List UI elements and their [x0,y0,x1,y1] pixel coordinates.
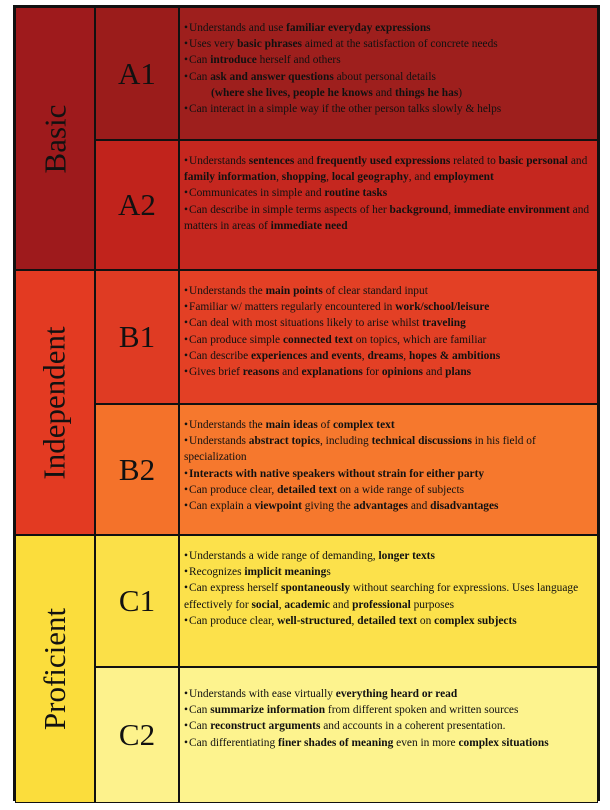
descriptor-item [184,735,591,751]
descriptor-emphasis: background [389,203,449,216]
descriptor-text: Communicates in simple and [189,187,325,200]
descriptor-text: Can [189,704,211,717]
level-a1-description [179,7,598,140]
descriptor-item [184,702,591,718]
descriptor-emphasis: main points [265,285,323,297]
level-code: C2 [118,717,156,752]
descriptor-emphasis: reconstruct arguments [210,720,321,733]
descriptor-item [184,548,591,564]
descriptor-text: ) [458,86,463,99]
descriptor-emphasis: well-structured [277,614,352,627]
group-proficient [15,535,95,803]
descriptor-text: even in more [393,736,459,749]
level-code: B2 [118,451,156,487]
descriptor-emphasis: immediate need [270,219,348,232]
level-a2 [95,140,179,270]
descriptor-text: on a wide range of subjects [336,483,465,496]
level-c2-description [179,667,598,803]
descriptor-text: , [361,349,368,362]
descriptor-text: Can explain a [189,500,255,513]
descriptor-text: and [329,598,353,611]
descriptor-emphasis: main ideas [265,419,318,431]
level-code: A2 [118,187,156,222]
descriptor-text: Can [189,70,211,83]
level-c1-description [179,535,598,667]
descriptor-text: Can [189,720,211,733]
descriptor-emphasis: basic personal [498,155,568,167]
descriptor-emphasis: things he has [394,86,459,99]
descriptor-text: Can produce simple [189,333,283,346]
descriptor-text: Can produce clear, [189,614,278,627]
descriptor-emphasis: basic phrases [237,38,302,51]
descriptor-text: of [317,419,333,431]
descriptor-item [184,686,591,702]
descriptor-item [184,85,591,101]
descriptor-text: giving the [301,500,354,513]
level-a1 [95,7,179,140]
descriptor-emphasis: employment [433,171,494,184]
descriptor-text: herself and others [256,54,341,67]
descriptor-list [184,686,591,751]
descriptor-text: , [403,349,409,362]
group-independent [15,270,95,535]
descriptor-item [184,52,591,68]
descriptor-emphasis: detailed text [357,614,418,627]
level-c2 [95,667,179,803]
descriptor-item [184,69,591,85]
descriptor-emphasis: abstract topics [248,435,320,448]
descriptor-item [184,718,591,734]
group-basic [15,7,95,270]
descriptor-text: Understands the [189,419,266,431]
descriptor-emphasis: opinions [381,366,423,379]
descriptor-item [184,101,591,117]
descriptor-item [184,20,591,36]
descriptor-text: , [276,171,282,184]
descriptor-text: s [326,566,331,579]
descriptor-text: in his field of specialization [184,435,536,464]
descriptor-text: Understands [189,155,249,167]
descriptor-emphasis: Interacts with native speakers without strain for either party [189,467,485,480]
descriptor-text: Uses very [189,38,238,51]
cefr-levels-table [13,5,600,801]
descriptor-text: Can describe in simple terms aspects of her [189,203,390,216]
descriptor-emphasis: complex subjects [434,614,517,627]
descriptor-text: Understands [189,435,249,448]
descriptor-emphasis: frequently used expressions [316,155,451,167]
descriptor-text: and accounts in a coherent presentation. [320,720,506,733]
level-b2-description [179,404,598,535]
group-label: Independent [37,325,72,480]
descriptor-emphasis: reasons [242,366,280,379]
descriptor-item [184,613,591,629]
level-code: A1 [118,55,156,91]
descriptor-item [184,364,591,380]
descriptor-item [184,153,591,185]
descriptor-emphasis: plans [445,366,472,379]
descriptor-item [184,299,591,315]
descriptor-text: Can deal with most situations likely to arise whilst [189,317,423,330]
descriptor-emphasis: spontaneously [281,582,351,595]
descriptor-emphasis: academic [284,598,330,611]
descriptor-text: and [279,366,302,379]
descriptor-text: Familiar w/ matters regularly encountered in [189,301,396,314]
descriptor-text: , [351,614,358,627]
descriptor-text: Can describe [189,349,251,362]
descriptor-item [184,315,591,331]
descriptor-emphasis: shopping [281,171,327,184]
descriptor-list [184,283,591,380]
descriptor-emphasis: introduce [210,54,257,67]
level-b1-description [179,270,598,404]
descriptor-text: and [407,500,431,513]
descriptor-text: , [278,598,285,611]
descriptor-emphasis: complex situations [458,736,549,749]
descriptor-text: Can [189,54,211,67]
descriptor-emphasis: disadvantages [430,500,499,513]
descriptor-item [184,433,591,465]
descriptor-text: and [294,155,317,167]
descriptor-text: and [567,155,588,167]
descriptor-emphasis: technical discussions [371,435,472,448]
descriptor-text: Can produce clear, [189,483,278,496]
descriptor-text: and [372,86,395,99]
descriptor-text: Recognizes [189,566,245,579]
descriptor-item [184,283,591,299]
descriptor-emphasis: connected text [282,333,353,346]
descriptor-text: Understands and use [189,22,287,34]
descriptor-item [184,466,591,482]
descriptor-text: about personal details [333,70,436,83]
level-code: C1 [118,583,156,618]
descriptor-list [184,548,591,629]
descriptor-list [184,417,591,514]
descriptor-item [184,580,591,612]
level-a2-description [179,140,598,270]
descriptor-emphasis: experiences and events [251,349,362,362]
descriptor-text: related to [450,155,499,167]
descriptor-item [184,332,591,348]
descriptor-emphasis: detailed text [277,483,337,496]
descriptor-text: purposes [410,598,455,611]
descriptor-emphasis: finer shades of meaning [278,736,394,749]
descriptor-text: , including [319,435,372,448]
descriptor-text: Can express herself [189,582,282,595]
descriptor-item [184,498,591,514]
descriptor-emphasis: sentences [248,155,295,167]
group-label: Basic [37,104,72,173]
descriptor-emphasis: local geography [331,171,409,184]
descriptor-list [184,153,591,234]
descriptor-emphasis: dreams [367,349,404,362]
descriptor-emphasis: everything heard or read [335,688,458,700]
descriptor-text: of clear standard input [322,285,428,297]
descriptor-emphasis: complex text [332,419,395,431]
descriptor-emphasis: implicit meaning [244,566,327,579]
descriptor-emphasis: professional [352,598,411,611]
descriptor-emphasis: ask and answer questions [210,70,334,83]
descriptor-list [184,20,591,117]
descriptor-text: aimed at the satisfaction of concrete needs [301,38,498,51]
descriptor-emphasis: hopes & ambitions [409,349,501,362]
descriptor-text: without searching for expressions. Uses language effectively for [184,582,579,611]
descriptor-text: , [326,171,332,184]
descriptor-text: , and [408,171,434,184]
descriptor-emphasis: routine tasks [324,187,388,200]
descriptor-emphasis: viewpoint [254,500,302,513]
descriptor-emphasis: explanations [301,366,363,379]
descriptor-emphasis: immediate environment [453,203,570,216]
descriptor-text: Gives brief [189,366,243,379]
level-c1 [95,535,179,667]
descriptor-text: from different spoken and written sources [325,704,519,717]
descriptor-item [184,202,591,234]
descriptor-item [184,564,591,580]
descriptor-emphasis: summarize information [210,704,326,717]
descriptor-item [184,482,591,498]
descriptor-emphasis: longer texts [378,550,435,562]
group-label: Proficient [37,607,72,731]
descriptor-text: on topics, which are familiar [352,333,487,346]
descriptor-text: and [423,366,446,379]
descriptor-item [184,417,591,433]
descriptor-item [184,36,591,52]
level-code: B1 [118,319,156,354]
descriptor-text: Understands a wide range of demanding, [189,550,379,562]
descriptor-text: Understands the [189,285,266,297]
descriptor-emphasis: (where she lives, people he knows [211,86,373,99]
level-b2 [95,404,179,535]
descriptor-text: Can interact in a simple way if the other person talks slowly & helps [189,103,502,116]
descriptor-emphasis: social [251,598,279,611]
descriptor-text: for [362,366,382,379]
level-b1 [95,270,179,404]
descriptor-item [184,185,591,201]
descriptor-text: and matters in areas of [184,203,590,232]
descriptor-emphasis: advantages [353,500,408,513]
descriptor-item [184,348,591,364]
descriptor-text: on [417,614,435,627]
descriptor-text: Can differentiating [189,736,278,749]
descriptor-text: , [448,203,454,216]
descriptor-emphasis: familiar everyday expressions [286,22,431,34]
descriptor-emphasis: family information [184,171,277,184]
descriptor-emphasis: traveling [422,317,466,330]
descriptor-emphasis: work/school/leisure [395,301,490,314]
descriptor-text: Understands with ease virtually [189,688,336,700]
